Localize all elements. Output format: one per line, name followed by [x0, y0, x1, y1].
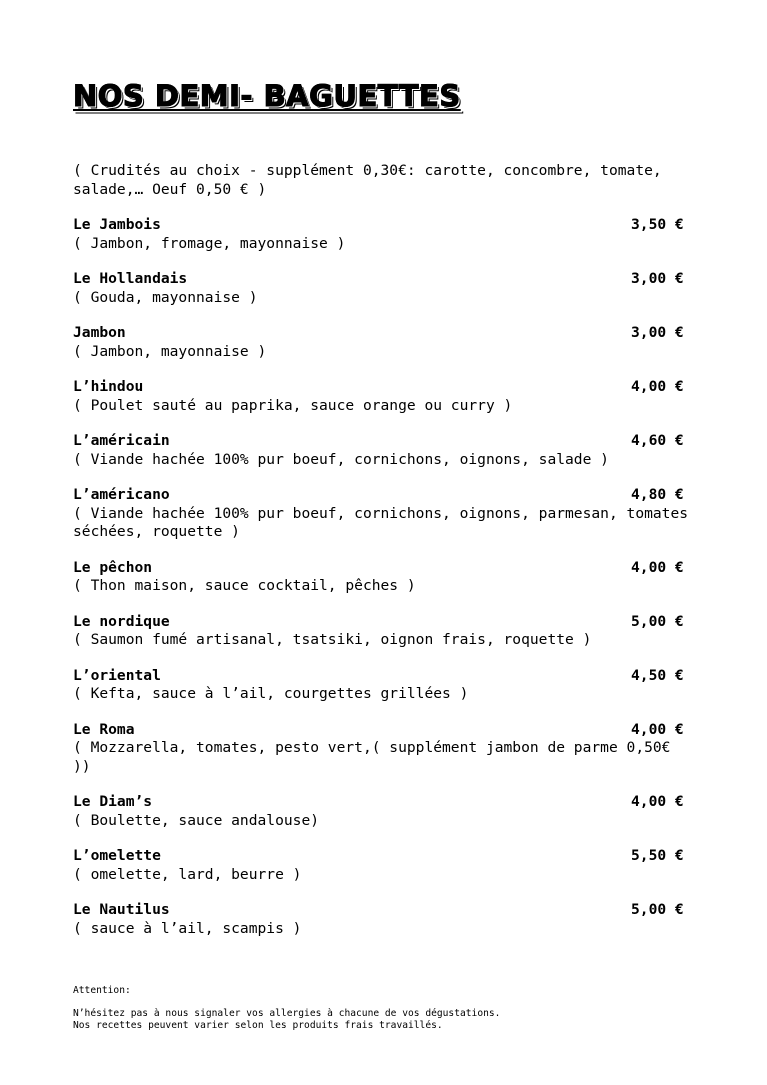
notice-line-recipes: Nos recettes peuvent varier selon les produits frais travaillés.: [73, 1020, 443, 1031]
menu-intro: ( Crudités au choix - supplément 0,30€: carotte, concombre, tomate, salade,… Oeuf 0,50 € ): [73, 162, 662, 198]
menu-page: [73, 78, 693, 955]
menu-item: [73, 847, 693, 884]
footer-notice: [73, 985, 693, 1032]
menu-item-price: 4,00 €: [631, 558, 684, 576]
menu-item-name: Le Nautilus: [73, 901, 170, 918]
menu-item-name: Le Diam’s: [73, 793, 153, 810]
menu-item: [73, 793, 693, 830]
menu-item-price: 4,80 €: [631, 486, 684, 503]
menu-item: [73, 667, 693, 704]
menu-item-price: 5,00 €: [631, 612, 684, 630]
menu-item-description: ( Boulette, sauce andalouse): [73, 811, 320, 829]
menu-item-name: Le pêchon: [73, 558, 153, 576]
menu-item-name: L’américano: [73, 486, 170, 503]
menu-item: [73, 378, 693, 415]
menu-item-price: 4,00 €: [631, 720, 684, 738]
menu-item-price: 5,00 €: [631, 901, 684, 918]
menu-item-description: ( Gouda, mayonnaise ): [73, 288, 258, 306]
menu-item-description: ( Poulet sauté au paprika, sauce orange ou curry ): [73, 396, 513, 414]
menu-item-description: ( Kefta, sauce à l’ail, courgettes grillées ): [73, 685, 469, 702]
notice-line-allergies: N’hésitez pas à nous signaler vos allergies à chacune de vos dégustations.: [73, 1008, 501, 1019]
menu-item-name: Le Hollandais: [73, 270, 188, 287]
menu-item: [73, 559, 693, 596]
menu-title: NOS DEMI- BAGUETTES: [73, 79, 461, 113]
menu-item: [73, 486, 693, 542]
menu-item-header: [73, 432, 693, 451]
menu-item-price: 4,50 €: [631, 666, 684, 684]
menu-item-name: L’oriental: [73, 666, 161, 684]
menu-item-header: [73, 667, 693, 686]
menu-item-name: L’hindou: [73, 378, 144, 395]
menu-item-description: ( Jambon, mayonnaise ): [73, 342, 267, 360]
menu-item: [73, 324, 693, 361]
menu-item-description: ( Mozzarella, tomates, pesto vert,( supplément jambon de parme 0,50€ )): [73, 739, 671, 775]
menu-item-name: Jambon: [73, 324, 126, 341]
menu-item-price: 4,60 €: [631, 432, 684, 449]
menu-item-header: [73, 378, 693, 397]
menu-item-name: L’omelette: [73, 847, 161, 864]
menu-item: [73, 721, 693, 777]
menu-item-header: [73, 901, 693, 920]
menu-item-name: Le nordique: [73, 612, 170, 630]
menu-item-description: ( Saumon fumé artisanal, tsatsiki, oignon frais, roquette ): [73, 631, 592, 648]
menu-item-price: 3,00 €: [631, 270, 684, 287]
menu-item-description: ( omelette, lard, beurre ): [73, 865, 302, 883]
menu-item-price: 5,50 €: [631, 847, 684, 864]
menu-item-name: Le Jambois: [73, 216, 161, 233]
notice-title: Attention:: [73, 985, 131, 996]
menu-item-name: Le Roma: [73, 720, 135, 738]
menu-item-header: [73, 559, 693, 578]
menu-item-description: ( Jambon, fromage, mayonnaise ): [73, 234, 346, 252]
menu-item-header: [73, 216, 693, 235]
menu-item: [73, 432, 693, 469]
menu-item-description: ( Viande hachée 100% pur boeuf, cornichons, oignons, salade ): [73, 450, 609, 468]
menu-item-description: ( Viande hachée 100% pur boeuf, cornichons, oignons, parmesan, tomates séchées, roquette ): [73, 504, 689, 540]
menu-item-price: 4,00 €: [631, 378, 684, 395]
menu-item-header: [73, 270, 693, 289]
menu-item-price: 3,00 €: [631, 324, 684, 341]
menu-item-header: [73, 721, 693, 740]
menu-item: [73, 613, 693, 650]
menu-item-description: ( sauce à l’ail, scampis ): [73, 919, 302, 937]
menu-items-list: [73, 216, 693, 938]
menu-item-price: 4,00 €: [631, 793, 684, 810]
menu-item: [73, 216, 693, 253]
menu-item-price: 3,50 €: [631, 216, 684, 233]
menu-item-header: [73, 486, 693, 505]
menu-item-header: [73, 847, 693, 866]
menu-item-name: L’américain: [73, 432, 170, 449]
menu-item-description: ( Thon maison, sauce cocktail, pêches ): [73, 577, 416, 594]
menu-item-header: [73, 324, 693, 343]
menu-item-header: [73, 613, 693, 632]
menu-item: [73, 901, 693, 938]
menu-item-header: [73, 793, 693, 812]
menu-item: [73, 270, 693, 307]
